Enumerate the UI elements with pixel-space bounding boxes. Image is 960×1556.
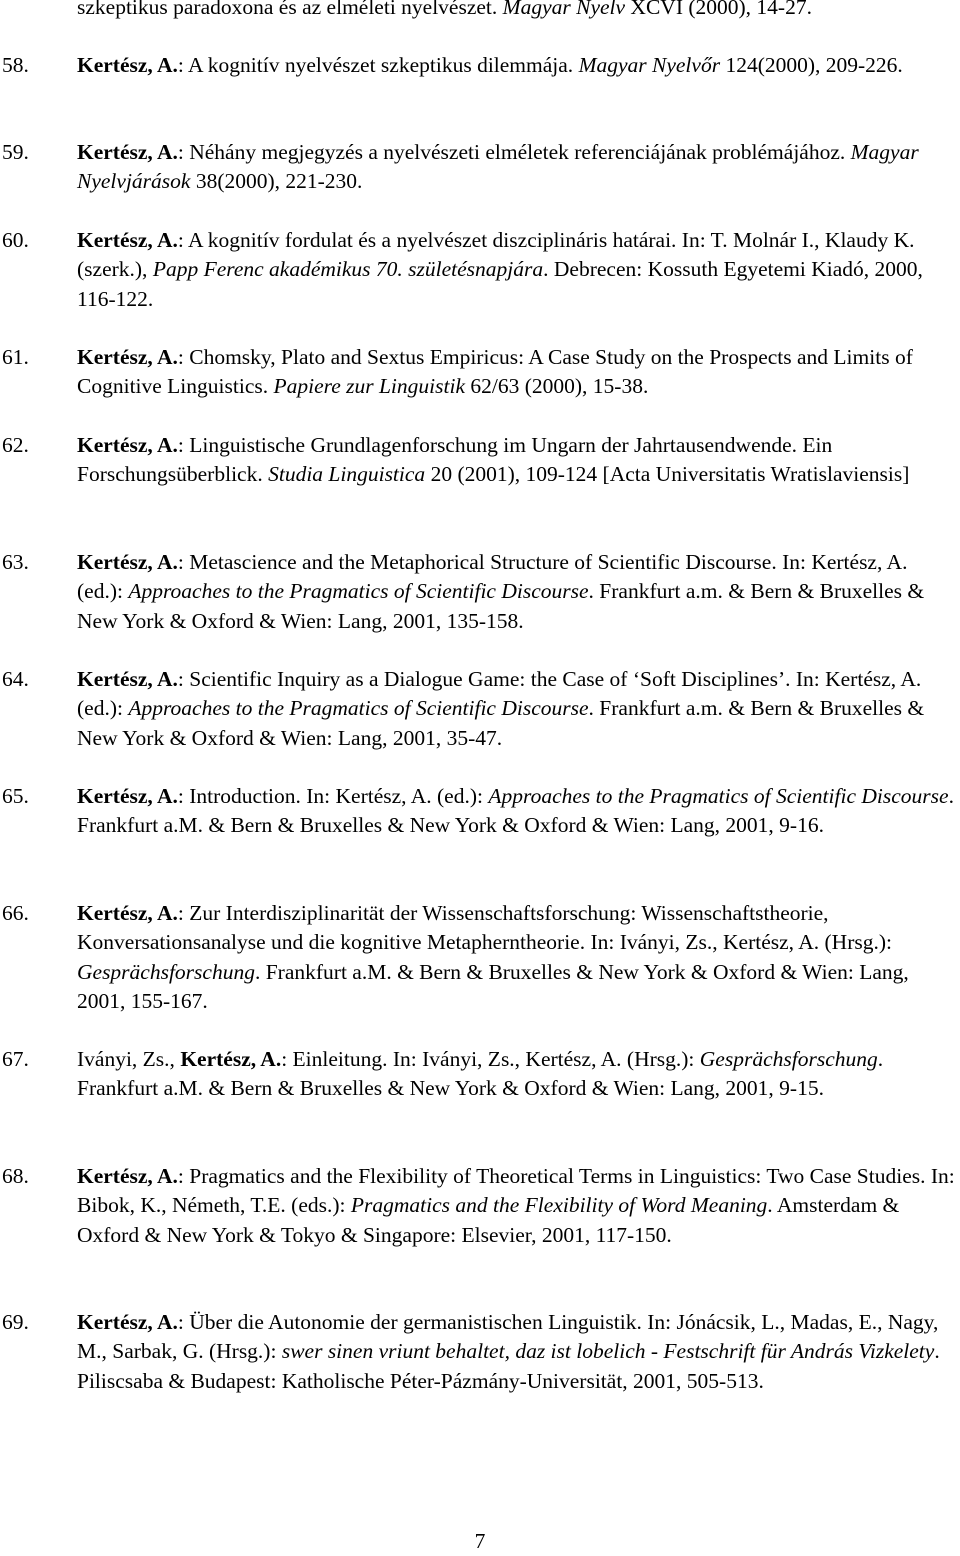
entry-text-segment: . Amsterdam & Oxford & New York & Tokyo & Singapore: Elsevier, 2001, 117-150. — [77, 1193, 900, 1247]
entry-text — [77, 1162, 957, 1250]
bibliography-entry — [0, 1045, 940, 1104]
entry-text-segment: 38(2000), 221-230. — [190, 169, 363, 194]
bibliography-entry — [0, 51, 940, 80]
entry-number: 64. — [2, 667, 29, 691]
bibliography-entry — [0, 138, 940, 197]
author-name: Kertész, A. — [77, 53, 178, 77]
publication-title: Gesprächsforschung — [699, 1047, 878, 1071]
entry-number: 68. — [2, 1164, 29, 1188]
author-name: Kertész, A. — [77, 345, 178, 369]
entry-text-segment: : Über die Autonomie der germanistischen Linguistik. In: Jónácsik, L., Madas, E., Nagy, M., Sarbak, G. (Hrsg.): — [77, 1310, 939, 1364]
entry-number: 65. — [2, 784, 29, 808]
entry-number: 67. — [2, 1047, 29, 1071]
entry-text — [77, 431, 957, 490]
author-name: Kertész, A. — [77, 433, 178, 457]
bibliography-entry — [0, 343, 940, 402]
entry-text-segment: . Frankfurt a.M. & Bern & Bruxelles & New York & Oxford & Wien: Lang, 2001, 9-15. — [77, 1047, 884, 1101]
publication-title: Approaches to the Pragmatics of Scientific Discourse — [488, 784, 949, 808]
entry-text-segment: : Pragmatics and the Flexibility of Theoretical Terms in Linguistics: Two Case Studies. In: Bibok, K., Németh, T.E. (eds.): — [77, 1164, 955, 1218]
entry-text-segment: . Frankfurt a.m. & Bern & Bruxelles & New York & Oxford & Wien: Lang, 2001, 135-158. — [77, 579, 925, 633]
entry-text — [77, 1045, 957, 1104]
entry-text-segment: : Chomsky, Plato and Sextus Empiricus: A Case Study on the Prospects and Limits of Cognitive Linguistics. — [77, 345, 913, 399]
entry-text-segment: XCVI (2000), 14-27. — [625, 0, 812, 19]
author-name: Kertész, A. — [77, 228, 178, 252]
entry-text — [77, 138, 957, 197]
entry-text — [77, 665, 957, 753]
publication-title: Papiere zur Linguistik — [273, 374, 465, 399]
bibliography-entry — [0, 1308, 940, 1396]
entry-text-segment: : Néhány megjegyzés a nyelvészeti elméletek referenciájának problémájához. — [177, 140, 851, 164]
bibliography-entry — [0, 548, 940, 636]
author-name: Kertész, A. — [77, 784, 178, 808]
entry-text-segment: : A kognitív fordulat és a nyelvészet diszciplináris határai. In: T. Molnár I., Klaudy K. (szerk.), — [77, 228, 915, 282]
author-name: Kertész, A. — [180, 1047, 282, 1071]
entry-text-segment: Iványi, Zs., — [77, 1047, 181, 1071]
publication-title: Pragmatics and the Flexibility of Word Meaning — [350, 1193, 768, 1218]
entry-number: 69. — [2, 1310, 29, 1334]
publication-title: Magyar Nyelv — [502, 0, 626, 19]
page-number: 7 — [474, 1529, 486, 1553]
publication-title: Gesprächsforschung — [77, 959, 255, 984]
entry-text — [77, 343, 957, 402]
publication-title: Magyar Nyelvőr — [578, 53, 721, 77]
entry-number: 63. — [2, 550, 29, 574]
entry-text — [77, 782, 957, 841]
author-name: Kertész, A. — [77, 550, 178, 574]
publication-title: Approaches to the Pragmatics of Scientific Discourse — [128, 696, 589, 721]
entry-number: 60. — [2, 228, 29, 252]
bibliography-entry — [0, 1162, 955, 1250]
entry-text-segment: szkeptikus paradoxona és az elméleti nyelvészet. — [77, 0, 503, 19]
bibliography-entry — [0, 226, 940, 314]
bibliography-entry — [0, 665, 940, 753]
author-name: Kertész, A. — [77, 1164, 178, 1188]
author-name: Kertész, A. — [77, 140, 178, 164]
entry-text-segment: : Introduction. In: Kertész, A. (ed.): — [177, 784, 489, 808]
entry-text-segment: : Metascience and the Metaphorical Structure of Scientific Discourse. In: Kertész, A. (ed.): — [77, 550, 908, 604]
entry-text-segment: . Frankfurt a.M. & Bern & Bruxelles & New York & Oxford & Wien: Lang, 2001, 155-167. — [77, 959, 909, 1013]
entry-text-segment: . Frankfurt a.m. & Bern & Bruxelles & New York & Oxford & Wien: Lang, 2001, 35-47. — [77, 696, 925, 750]
entry-text-segment: 62/63 (2000), 15-38. — [465, 374, 649, 399]
entry-text-segment: 20 (2001), 109-124 [Acta Universitatis Wratislaviensis] — [425, 462, 910, 487]
publication-title: Papp Ferenc akadémikus 70. születésnapjára — [152, 257, 544, 282]
entry-number: 62. — [2, 433, 29, 457]
entry-text — [77, 51, 957, 80]
entry-text-segment: . Debrecen: Kossuth Egyetemi Kiadó, 2000, 116-122. — [77, 257, 923, 311]
author-name: Kertész, A. — [77, 901, 178, 925]
entry-text — [77, 899, 957, 1016]
author-name: Kertész, A. — [77, 1310, 178, 1334]
entry-text-segment: : Einleitung. In: Iványi, Zs., Kertész, A. (Hrsg.): — [281, 1047, 700, 1071]
entry-text — [77, 226, 957, 314]
entry-text-segment: 124(2000), 209-226. — [720, 53, 903, 77]
entry-text-segment: : Scientific Inquiry as a Dialogue Game: the Case of ‘Soft Disciplines’. In: Kertész, A. (ed.): — [77, 667, 922, 721]
entry-number: 58. — [2, 53, 29, 77]
entry-number: 59. — [2, 140, 29, 164]
bibliography-entry — [0, 431, 940, 490]
bibliography-entry — [0, 782, 954, 841]
entry-text-segment: : A kognitív nyelvészet szkeptikus dilemmája. — [177, 53, 579, 77]
publication-title: Studia Linguistica — [268, 462, 426, 487]
entry-text-segment: . Frankfurt a.M. & Bern & Bruxelles & New York & Oxford & Wien: Lang, 2001, 9-16. — [77, 784, 954, 838]
entry-text — [77, 548, 957, 636]
entry-text-segment: : Zur Interdisziplinarität der Wissenschaftsforschung: Wissenschaftstheorie, Konversationsanalyse und die kognitive Metapherntheorie. In: Iványi, Zs., Kertész, A. (Hrsg.): — [77, 901, 892, 955]
entry-number: 61. — [2, 345, 29, 369]
bibliography-entry — [0, 0, 940, 22]
entry-number: 66. — [2, 901, 29, 925]
entry-text-segment: : Linguistische Grundlagenforschung im Ungarn der Jahrtausendwende. Ein Forschungsüberblick. — [77, 433, 833, 487]
author-name: Kertész, A. — [77, 667, 178, 691]
entry-text — [77, 0, 957, 22]
publication-title: swer sinen vriunt behaltet, daz ist lobelich - Festschrift für András Vizkelety — [281, 1339, 935, 1364]
bibliography-entry — [0, 899, 940, 1016]
entry-text-segment: . Piliscsaba & Budapest: Katholische Péter-Pázmány-Universität, 2001, 505-513. — [77, 1339, 940, 1393]
entry-text — [77, 1308, 957, 1396]
publication-title: Magyar Nyelvjárások — [77, 140, 919, 194]
publication-title: Approaches to the Pragmatics of Scientific Discourse — [128, 579, 589, 604]
